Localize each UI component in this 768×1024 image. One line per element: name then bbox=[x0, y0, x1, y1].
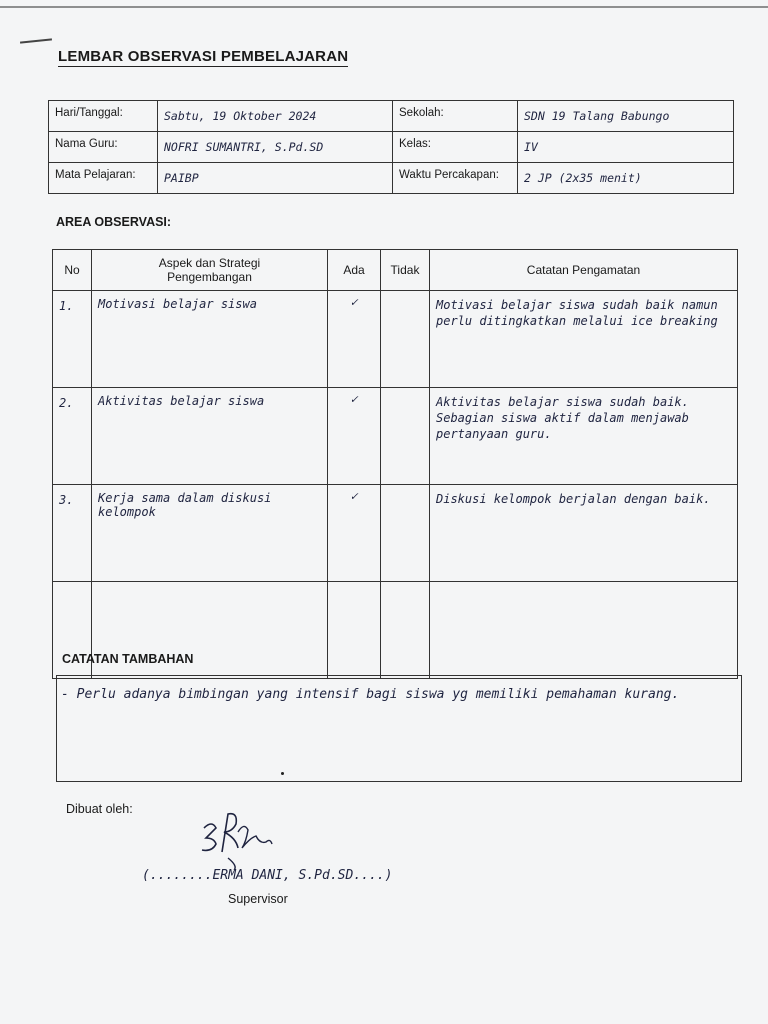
catatan-tambahan-text: - Perlu adanya bimbingan yang intensif bagi siswa yg memiliki pemahaman kurang. bbox=[61, 687, 680, 702]
observation-table bbox=[52, 249, 738, 679]
catatan-tambahan-box bbox=[56, 675, 742, 782]
header-ada: Ada bbox=[328, 250, 381, 291]
row-1-no: 1. bbox=[53, 291, 92, 388]
row-1-aspek: Motivasi belajar siswa bbox=[92, 291, 328, 388]
sekolah-label-cell bbox=[393, 101, 518, 132]
row-2-catatan: Aktivitas belajar siswa sudah baik. Sebagian siswa aktif dalam menjawab pertanyaan guru. bbox=[430, 388, 738, 485]
top-edge-line bbox=[0, 6, 768, 8]
document-title: LEMBAR OBSERVASI PEMBELAJARAN bbox=[58, 48, 349, 65]
row-4-ada-check bbox=[328, 582, 381, 679]
corner-pen-mark bbox=[20, 38, 52, 43]
row-2-tidak bbox=[381, 388, 430, 485]
hari-label: Hari/Tanggal: bbox=[55, 107, 123, 119]
waktu-label-cell bbox=[393, 163, 518, 194]
row-4-catatan bbox=[430, 582, 738, 679]
row-3-no: 3. bbox=[53, 485, 92, 582]
kelas-label-cell bbox=[393, 132, 518, 163]
header-aspek-line1: Aspek dan Strategi bbox=[158, 256, 261, 270]
row-1-catatan: Motivasi belajar siswa sudah baik namun perlu ditingkatkan melalui ice breaking bbox=[430, 291, 738, 388]
guru-label-cell bbox=[49, 132, 158, 163]
info-row-hari bbox=[49, 101, 734, 132]
catatan-tambahan-label: CATATAN TAMBAHAN bbox=[62, 652, 194, 666]
waktu-label: Waktu Percakapan: bbox=[399, 169, 499, 181]
row-4-tidak bbox=[381, 582, 430, 679]
mapel-label-cell bbox=[49, 163, 158, 194]
dibuat-oleh-label: Dibuat oleh: bbox=[66, 802, 133, 816]
info-row-mapel bbox=[49, 163, 734, 194]
area-observasi-label: AREA OBSERVASI: bbox=[56, 215, 172, 229]
table-row bbox=[53, 388, 738, 485]
row-2-aspek: Aktivitas belajar siswa bbox=[92, 388, 328, 485]
header-aspek-line2: Pengembangan bbox=[167, 270, 252, 284]
sekolah-label: Sekolah: bbox=[399, 107, 444, 119]
guru-value: NOFRI SUMANTRI, S.Pd.SD bbox=[158, 132, 393, 163]
header-tidak: Tidak bbox=[381, 250, 430, 291]
row-1-tidak bbox=[381, 291, 430, 388]
header-catatan: Catatan Pengamatan bbox=[430, 250, 738, 291]
waktu-value: 2 JP (2x35 menit) bbox=[518, 163, 734, 194]
hari-value: Sabtu, 19 Oktober 2024 bbox=[158, 101, 393, 132]
ink-dot bbox=[281, 772, 284, 775]
sekolah-value: SDN 19 Talang Babungo bbox=[518, 101, 734, 132]
row-2-no: 2. bbox=[53, 388, 92, 485]
row-3-tidak bbox=[381, 485, 430, 582]
row-3-ada-check: ✓ bbox=[328, 485, 381, 582]
supervisor-name: (........ERMA DANI, S.Pd.SD....) bbox=[142, 868, 393, 883]
handwritten-signature bbox=[198, 808, 278, 872]
header-aspek bbox=[92, 250, 328, 291]
mapel-value: PAIBP bbox=[158, 163, 393, 194]
table-row bbox=[53, 291, 738, 388]
row-1-ada-check: ✓ bbox=[328, 291, 381, 388]
row-3-catatan: Diskusi kelompok berjalan dengan baik. bbox=[430, 485, 738, 582]
info-row-guru bbox=[49, 132, 734, 163]
mapel-label: Mata Pelajaran: bbox=[55, 169, 136, 181]
kelas-value: IV bbox=[518, 132, 734, 163]
observation-header-row bbox=[53, 250, 738, 291]
table-row bbox=[53, 485, 738, 582]
supervisor-role: Supervisor bbox=[228, 892, 288, 906]
header-no: No bbox=[53, 250, 92, 291]
hari-label-cell bbox=[49, 101, 158, 132]
row-2-ada-check: ✓ bbox=[328, 388, 381, 485]
info-table bbox=[48, 100, 734, 194]
row-3-aspek: Kerja sama dalam diskusi kelompok bbox=[92, 485, 328, 582]
guru-label: Nama Guru: bbox=[55, 138, 118, 150]
kelas-label: Kelas: bbox=[399, 138, 431, 150]
